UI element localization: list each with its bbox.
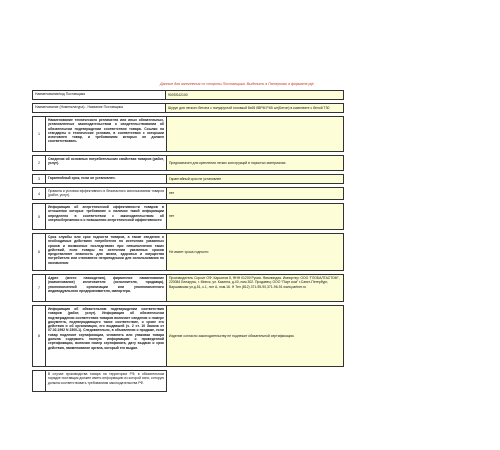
row-label: Адрес (место нахождения), фирменное наименование (наименование) изготовителя (исполнителя, продавца), уполномоченной организации или уполномоченного индивидуального предпринимателя, импортера. [46,275,167,301]
row-value[interactable]: нет [167,204,343,229]
row-label: Сведения об основных потребительских свойствах товаров (работ, услуг). [46,156,167,170]
table-row [32,90,344,100]
row-number: 4 [33,188,46,199]
row-label: Информация об обязательном подтверждении соответствия товаров (работ, услуг). Информация об обязательном подтверждении соответствия товаров включает сведения о номере документа, подтверждающего такое соответствие, о сроке его действия и об организации, его выдавшей (ч. 2 ст. 10 Закона от 07.02.1992 N 2300-1). Следовательно, в объявлении о продаже, если товар подлежит сертификации, оглавлять или упаковка товара должна содержать полную информацию о проведенной сертификации, включая номер сертификата, дату выдачи и срок действия, наименование органа, который его выдал. [46,306,167,366]
row-number: 6 [33,234,46,270]
row-label: Наименование/код Поставщика [33,91,166,99]
row-label: Гарантийный срок, если он установлен. [46,175,167,183]
row-number: 3 [33,175,46,183]
supplier-instruction-note: Данные для заполнения со стороны Поставщика. Выделить в Пятерочки в формате.рф [160,82,314,86]
row-value[interactable]: 900SS42100 [166,91,343,99]
row-value[interactable]: Шуруп для легкого бетона с полукруглой головкой 8х65 КВРМ Р.65 шт(Бетон) в комплекте с белой Т30 [166,104,343,112]
table-row [32,305,344,367]
row-value[interactable]: нет [167,188,343,199]
row-value[interactable] [167,117,343,151]
row-number: 2 [33,156,46,170]
row-value[interactable]: Предназначен для крепления легких конструкций в пористых материалах. [167,156,343,170]
row-value[interactable]: Гарантийный срок не установлен [167,175,343,183]
table-row [32,187,344,200]
row-label: Информация об энергетической эффективности товаров в отношении которых требование о наличии такой информации определено в соответствии с законодательством об энергосбережении и о повышении энергетической эффективности [46,204,167,229]
row-number: 5 [33,204,46,229]
table-row [32,203,344,230]
row-label: В случае производства товара на территории РФ, в обязательном порядке поставщик должен иметь информацию из которой ясно, которую должна соответствовать требованиям законодательства РФ. [47,372,164,385]
table-row [32,155,344,171]
row-value[interactable]: Производитель Сорсит ОФ. Карьятов 5, ФНН 01200 Русия. Фимлиндия. Импортер: ООО "ГЛОБАЛТАСТОМ", 220084 Беларусь, г. Минск, ул. Казинга, д.40, пом.302. Продавец: ООО "Парт ком" г.Санкт-Петербург, Варшавская ул.д.51, к.1, лит А, пом.16. Н Тел (812) 371-95-90,371-96-91 www.partner.ru [167,275,343,301]
row-value[interactable]: Не имеет срока годности [167,234,343,270]
table-row [32,174,344,184]
row-number: 7 [33,275,46,301]
row-value[interactable]: Изделие согласно законодательству не подлежит обязательной сертификации. [167,306,343,366]
table-row [32,116,344,152]
table-row [32,274,344,302]
row-number [33,371,46,391]
row-label: Наименование технического регламента или иных обязательных, установленных законодательством о свидетельствовании об обязательном подтверждении соответствия товара. Ссылки на стандарты и технические условия, в соответствии с которыми изготовлен товар, и требованиям которых он должен соответствовать. [46,117,167,151]
row-label: Срок службы или срок годности товаров, а также сведения о необходимых действиях потребителя по истечении указанных сроков и возможных последствиях при невыполнении таких действий, если товары по истечении указанных сроков представляют опасность для жизни, здоровья и имущества потребителя или становятся непригодными для использования по назначению [46,234,167,270]
product-info-sheet [32,90,344,395]
table-row [32,233,344,271]
row-number: 8 [33,306,46,366]
row-label: Наименование (Номенклатура) - Название Поставщика [33,104,166,112]
table-row [32,103,344,113]
row-label: Правила и условия эффективного и безопасного использования товаров (работ, услуг). [46,188,167,199]
table-row [32,370,167,392]
row-number: 1 [33,117,46,151]
